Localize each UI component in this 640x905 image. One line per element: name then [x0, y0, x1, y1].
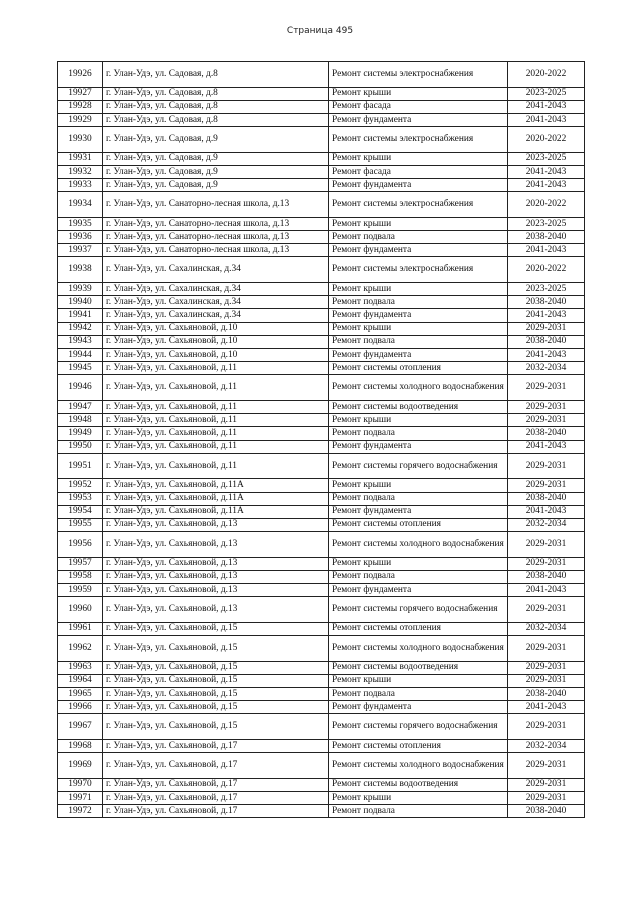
period-cell: 2029-2031 — [508, 400, 585, 413]
period-cell: 2032-2034 — [508, 362, 585, 375]
row-number-cell: 19937 — [58, 244, 103, 257]
row-number-cell: 19966 — [58, 701, 103, 714]
work-type-cell: Ремонт подвала — [329, 427, 508, 440]
table-row — [58, 375, 585, 401]
period-cell: 2041-2043 — [508, 440, 585, 453]
work-type-cell: Ремонт системы водоотведения — [329, 400, 508, 413]
work-type-cell: Ремонт крыши — [329, 322, 508, 335]
row-number-cell: 19956 — [58, 532, 103, 558]
row-number-cell: 19971 — [58, 791, 103, 804]
address-cell: г. Улан-Удэ, ул. Сахьяновой, д.11 — [103, 400, 329, 413]
address-cell: г. Улан-Удэ, ул. Санаторно-лесная школа, д.13 — [103, 192, 329, 218]
work-type-cell: Ремонт крыши — [329, 479, 508, 492]
period-cell: 2029-2031 — [508, 557, 585, 570]
work-type-cell: Ремонт крыши — [329, 414, 508, 427]
period-cell: 2041-2043 — [508, 100, 585, 113]
period-cell: 2041-2043 — [508, 701, 585, 714]
work-type-cell: Ремонт фундамента — [329, 505, 508, 518]
address-cell: г. Улан-Удэ, ул. Сахьяновой, д.17 — [103, 791, 329, 804]
row-number-cell: 19962 — [58, 636, 103, 662]
address-cell: г. Улан-Удэ, ул. Сахьяновой, д.15 — [103, 661, 329, 674]
period-cell: 2038-2040 — [508, 492, 585, 505]
period-cell: 2020-2022 — [508, 192, 585, 218]
address-cell: г. Улан-Удэ, ул. Сахьяновой, д.13 — [103, 584, 329, 597]
address-cell: г. Улан-Удэ, ул. Санаторно-лесная школа, д.13 — [103, 217, 329, 230]
row-number-cell: 19931 — [58, 152, 103, 165]
address-cell: г. Улан-Удэ, ул. Сахьяновой, д.13 — [103, 518, 329, 531]
table-row — [58, 584, 585, 597]
table-row — [58, 753, 585, 779]
row-number-cell: 19960 — [58, 597, 103, 623]
period-cell: 2041-2043 — [508, 113, 585, 126]
row-number-cell: 19930 — [58, 127, 103, 153]
row-number-cell: 19938 — [58, 257, 103, 283]
row-number-cell: 19953 — [58, 492, 103, 505]
period-cell: 2023-2025 — [508, 217, 585, 230]
table-row — [58, 113, 585, 126]
table-row — [58, 165, 585, 178]
work-type-cell: Ремонт системы электроснабжения — [329, 62, 508, 88]
table-row — [58, 244, 585, 257]
period-cell: 2029-2031 — [508, 322, 585, 335]
row-number-cell: 19947 — [58, 400, 103, 413]
period-cell: 2038-2040 — [508, 427, 585, 440]
work-type-cell: Ремонт системы водоотведения — [329, 778, 508, 791]
address-cell: г. Улан-Удэ, ул. Сахьяновой, д.17 — [103, 805, 329, 818]
address-cell: г. Улан-Удэ, ул. Сахьяновой, д.11 — [103, 362, 329, 375]
address-cell: г. Улан-Удэ, ул. Сахьяновой, д.15 — [103, 636, 329, 662]
row-number-cell: 19951 — [58, 453, 103, 479]
work-type-cell: Ремонт фундамента — [329, 309, 508, 322]
period-cell: 2023-2025 — [508, 87, 585, 100]
work-type-cell: Ремонт фундамента — [329, 113, 508, 126]
row-number-cell: 19972 — [58, 805, 103, 818]
table-row — [58, 492, 585, 505]
table-body — [58, 62, 585, 818]
address-cell: г. Улан-Удэ, ул. Сахьяновой, д.15 — [103, 714, 329, 740]
period-cell: 2038-2040 — [508, 335, 585, 348]
work-type-text: Ремонт системы холодного водоснабжения — [332, 382, 504, 393]
table-row — [58, 217, 585, 230]
period-cell: 2041-2043 — [508, 505, 585, 518]
work-type-cell: Ремонт фундамента — [329, 440, 508, 453]
address-cell: г. Улан-Удэ, ул. Сахьяновой, д.13 — [103, 570, 329, 583]
table-row — [58, 791, 585, 804]
period-cell: 2029-2031 — [508, 453, 585, 479]
period-cell: 2029-2031 — [508, 636, 585, 662]
work-type-cell: Ремонт фундамента — [329, 701, 508, 714]
row-number-cell: 19933 — [58, 179, 103, 192]
table-row — [58, 440, 585, 453]
work-type-cell: Ремонт системы электроснабжения — [329, 127, 508, 153]
work-type-cell: Ремонт крыши — [329, 791, 508, 804]
work-type-cell — [329, 714, 508, 740]
row-number-cell: 19944 — [58, 349, 103, 362]
work-type-cell: Ремонт фасада — [329, 165, 508, 178]
work-type-cell: Ремонт крыши — [329, 557, 508, 570]
work-type-cell: Ремонт крыши — [329, 217, 508, 230]
period-cell: 2038-2040 — [508, 296, 585, 309]
work-type-text: Ремонт системы холодного водоснабжения — [332, 538, 504, 549]
table-row — [58, 179, 585, 192]
period-cell: 2029-2031 — [508, 674, 585, 687]
work-type-text: Ремонт системы горячего водоснабжения — [332, 604, 498, 615]
row-number-cell: 19934 — [58, 192, 103, 218]
work-type-text: Ремонт системы горячего водоснабжения — [332, 460, 498, 471]
table-row — [58, 557, 585, 570]
work-type-cell: Ремонт фундамента — [329, 179, 508, 192]
period-cell: 2020-2022 — [508, 127, 585, 153]
address-cell: г. Улан-Удэ, ул. Сахьяновой, д.11 — [103, 375, 329, 401]
row-number-cell: 19965 — [58, 687, 103, 700]
period-cell: 2041-2043 — [508, 244, 585, 257]
work-type-cell: Ремонт фундамента — [329, 584, 508, 597]
row-number-cell: 19945 — [58, 362, 103, 375]
period-cell: 2038-2040 — [508, 687, 585, 700]
period-cell: 2041-2043 — [508, 309, 585, 322]
table-row — [58, 257, 585, 283]
row-number-cell: 19957 — [58, 557, 103, 570]
period-cell: 2029-2031 — [508, 479, 585, 492]
row-number-cell: 19946 — [58, 375, 103, 401]
row-number-cell: 19961 — [58, 622, 103, 635]
address-cell: г. Улан-Удэ, ул. Санаторно-лесная школа, д.13 — [103, 244, 329, 257]
row-number-cell: 19963 — [58, 661, 103, 674]
work-type-text: Ремонт системы холодного водоснабжения — [332, 759, 504, 770]
period-cell: 2023-2025 — [508, 152, 585, 165]
address-cell: г. Улан-Удэ, ул. Сахьяновой, д.17 — [103, 753, 329, 779]
address-cell: г. Улан-Удэ, ул. Сахьяновой, д.15 — [103, 687, 329, 700]
table-row — [58, 701, 585, 714]
period-cell: 2029-2031 — [508, 753, 585, 779]
table-row — [58, 805, 585, 818]
table-row — [58, 687, 585, 700]
period-cell: 2029-2031 — [508, 791, 585, 804]
table-row — [58, 532, 585, 558]
work-type-cell: Ремонт подвала — [329, 335, 508, 348]
table-row — [58, 739, 585, 752]
work-type-cell: Ремонт подвала — [329, 687, 508, 700]
address-cell: г. Улан-Удэ, ул. Сахьяновой, д.11 — [103, 414, 329, 427]
address-cell: г. Улан-Удэ, ул. Сахьяновой, д.10 — [103, 349, 329, 362]
row-number-cell: 19955 — [58, 518, 103, 531]
work-type-cell: Ремонт подвала — [329, 805, 508, 818]
row-number-cell: 19932 — [58, 165, 103, 178]
table-row — [58, 479, 585, 492]
row-number-cell: 19952 — [58, 479, 103, 492]
address-cell: г. Улан-Удэ, ул. Сахьяновой, д.17 — [103, 739, 329, 752]
table-row — [58, 309, 585, 322]
work-type-cell: Ремонт фундамента — [329, 349, 508, 362]
work-type-cell: Ремонт системы отопления — [329, 518, 508, 531]
period-cell: 2029-2031 — [508, 375, 585, 401]
period-cell: 2041-2043 — [508, 179, 585, 192]
work-type-cell: Ремонт подвала — [329, 296, 508, 309]
row-number-cell: 19941 — [58, 309, 103, 322]
work-type-cell — [329, 453, 508, 479]
work-type-cell: Ремонт системы отопления — [329, 362, 508, 375]
work-type-cell: Ремонт системы электроснабжения — [329, 257, 508, 283]
address-cell: г. Улан-Удэ, ул. Сахьяновой, д.11А — [103, 479, 329, 492]
table-row — [58, 127, 585, 153]
work-type-cell: Ремонт системы отопления — [329, 739, 508, 752]
row-number-cell: 19967 — [58, 714, 103, 740]
period-cell: 2029-2031 — [508, 597, 585, 623]
table-row — [58, 335, 585, 348]
address-cell: г. Улан-Удэ, ул. Сахьяновой, д.13 — [103, 557, 329, 570]
table-row — [58, 570, 585, 583]
row-number-cell: 19926 — [58, 62, 103, 88]
row-number-cell: 19949 — [58, 427, 103, 440]
work-type-cell: Ремонт подвала — [329, 231, 508, 244]
period-cell: 2032-2034 — [508, 739, 585, 752]
work-type-cell: Ремонт крыши — [329, 152, 508, 165]
repair-schedule-table — [57, 61, 585, 818]
row-number-cell: 19936 — [58, 231, 103, 244]
row-number-cell: 19927 — [58, 87, 103, 100]
work-type-cell: Ремонт крыши — [329, 674, 508, 687]
address-cell: г. Улан-Удэ, ул. Садовая, д.9 — [103, 165, 329, 178]
table-row — [58, 661, 585, 674]
row-number-cell: 19948 — [58, 414, 103, 427]
period-cell: 2038-2040 — [508, 231, 585, 244]
period-cell: 2020-2022 — [508, 257, 585, 283]
address-cell: г. Улан-Удэ, ул. Садовая, д.8 — [103, 87, 329, 100]
table-row — [58, 427, 585, 440]
table-row — [58, 100, 585, 113]
table-row — [58, 192, 585, 218]
period-cell: 2029-2031 — [508, 778, 585, 791]
row-number-cell: 19964 — [58, 674, 103, 687]
table-row — [58, 778, 585, 791]
table-row — [58, 505, 585, 518]
address-cell: г. Улан-Удэ, ул. Сахалинская, д.34 — [103, 257, 329, 283]
period-cell: 2041-2043 — [508, 584, 585, 597]
address-cell: г. Улан-Удэ, ул. Сахьяновой, д.11 — [103, 427, 329, 440]
row-number-cell: 19959 — [58, 584, 103, 597]
period-cell: 2029-2031 — [508, 661, 585, 674]
work-type-cell — [329, 753, 508, 779]
address-cell: г. Улан-Удэ, ул. Сахьяновой, д.13 — [103, 597, 329, 623]
work-type-cell: Ремонт системы отопления — [329, 622, 508, 635]
work-type-cell: Ремонт фасада — [329, 100, 508, 113]
table-row — [58, 674, 585, 687]
period-cell: 2029-2031 — [508, 532, 585, 558]
table-row — [58, 414, 585, 427]
row-number-cell: 19942 — [58, 322, 103, 335]
row-number-cell: 19935 — [58, 217, 103, 230]
work-type-cell: Ремонт крыши — [329, 283, 508, 296]
table-row — [58, 714, 585, 740]
work-type-cell — [329, 597, 508, 623]
address-cell: г. Улан-Удэ, ул. Сахьяновой, д.11А — [103, 492, 329, 505]
row-number-cell: 19940 — [58, 296, 103, 309]
table-row — [58, 62, 585, 88]
work-type-cell — [329, 375, 508, 401]
address-cell: г. Улан-Удэ, ул. Сахалинская, д.34 — [103, 309, 329, 322]
row-number-cell: 19939 — [58, 283, 103, 296]
row-number-cell: 19969 — [58, 753, 103, 779]
address-cell: г. Улан-Удэ, ул. Сахалинская, д.34 — [103, 296, 329, 309]
work-type-text: Ремонт системы горячего водоснабжения — [332, 721, 498, 732]
table-row — [58, 283, 585, 296]
address-cell: г. Улан-Удэ, ул. Садовая, д.8 — [103, 62, 329, 88]
work-type-text: Ремонт системы холодного водоснабжения — [332, 642, 504, 653]
row-number-cell: 19943 — [58, 335, 103, 348]
address-cell: г. Улан-Удэ, ул. Сахьяновой, д.17 — [103, 778, 329, 791]
period-cell: 2032-2034 — [508, 622, 585, 635]
row-number-cell: 19970 — [58, 778, 103, 791]
row-number-cell: 19950 — [58, 440, 103, 453]
row-number-cell: 19954 — [58, 505, 103, 518]
work-type-cell — [329, 636, 508, 662]
table-row — [58, 362, 585, 375]
table-row — [58, 231, 585, 244]
work-type-cell: Ремонт фундамента — [329, 244, 508, 257]
table-row — [58, 322, 585, 335]
work-type-cell — [329, 532, 508, 558]
table-row — [58, 349, 585, 362]
period-cell: 2038-2040 — [508, 805, 585, 818]
table-row — [58, 622, 585, 635]
address-cell: г. Улан-Удэ, ул. Сахалинская, д.34 — [103, 283, 329, 296]
address-cell: г. Улан-Удэ, ул. Сахьяновой, д.10 — [103, 335, 329, 348]
table-row — [58, 152, 585, 165]
work-type-cell: Ремонт системы электроснабжения — [329, 192, 508, 218]
table-row — [58, 636, 585, 662]
address-cell: г. Улан-Удэ, ул. Садовая, д.9 — [103, 127, 329, 153]
row-number-cell: 19928 — [58, 100, 103, 113]
work-type-cell: Ремонт подвала — [329, 492, 508, 505]
page-number-header: Страница 495 — [286, 26, 354, 36]
period-cell: 2041-2043 — [508, 349, 585, 362]
table-row — [58, 597, 585, 623]
address-cell: г. Улан-Удэ, ул. Сахьяновой, д.15 — [103, 622, 329, 635]
address-cell: г. Улан-Удэ, ул. Сахьяновой, д.13 — [103, 532, 329, 558]
table-row — [58, 518, 585, 531]
address-cell: г. Улан-Удэ, ул. Садовая, д.9 — [103, 152, 329, 165]
table-row — [58, 296, 585, 309]
address-cell: г. Улан-Удэ, ул. Сахьяновой, д.11А — [103, 505, 329, 518]
period-cell: 2023-2025 — [508, 283, 585, 296]
address-cell: г. Улан-Удэ, ул. Сахьяновой, д.15 — [103, 674, 329, 687]
period-cell: 2029-2031 — [508, 414, 585, 427]
work-type-cell: Ремонт подвала — [329, 570, 508, 583]
period-cell: 2029-2031 — [508, 714, 585, 740]
period-cell: 2038-2040 — [508, 570, 585, 583]
address-cell: г. Улан-Удэ, ул. Сахьяновой, д.11 — [103, 440, 329, 453]
work-type-cell: Ремонт крыши — [329, 87, 508, 100]
address-cell: г. Улан-Удэ, ул. Садовая, д.9 — [103, 179, 329, 192]
address-cell: г. Улан-Удэ, ул. Садовая, д.8 — [103, 100, 329, 113]
address-cell: г. Улан-Удэ, ул. Сахьяновой, д.10 — [103, 322, 329, 335]
period-cell: 2032-2034 — [508, 518, 585, 531]
address-cell: г. Улан-Удэ, ул. Сахьяновой, д.11 — [103, 453, 329, 479]
table-row — [58, 400, 585, 413]
address-cell: г. Улан-Удэ, ул. Садовая, д.8 — [103, 113, 329, 126]
period-cell: 2041-2043 — [508, 165, 585, 178]
row-number-cell: 19929 — [58, 113, 103, 126]
address-cell: г. Улан-Удэ, ул. Сахьяновой, д.15 — [103, 701, 329, 714]
row-number-cell: 19968 — [58, 739, 103, 752]
row-number-cell: 19958 — [58, 570, 103, 583]
table-row — [58, 87, 585, 100]
address-cell: г. Улан-Удэ, ул. Санаторно-лесная школа, д.13 — [103, 231, 329, 244]
period-cell: 2020-2022 — [508, 62, 585, 88]
table-row — [58, 453, 585, 479]
work-type-cell: Ремонт системы водоотведения — [329, 661, 508, 674]
